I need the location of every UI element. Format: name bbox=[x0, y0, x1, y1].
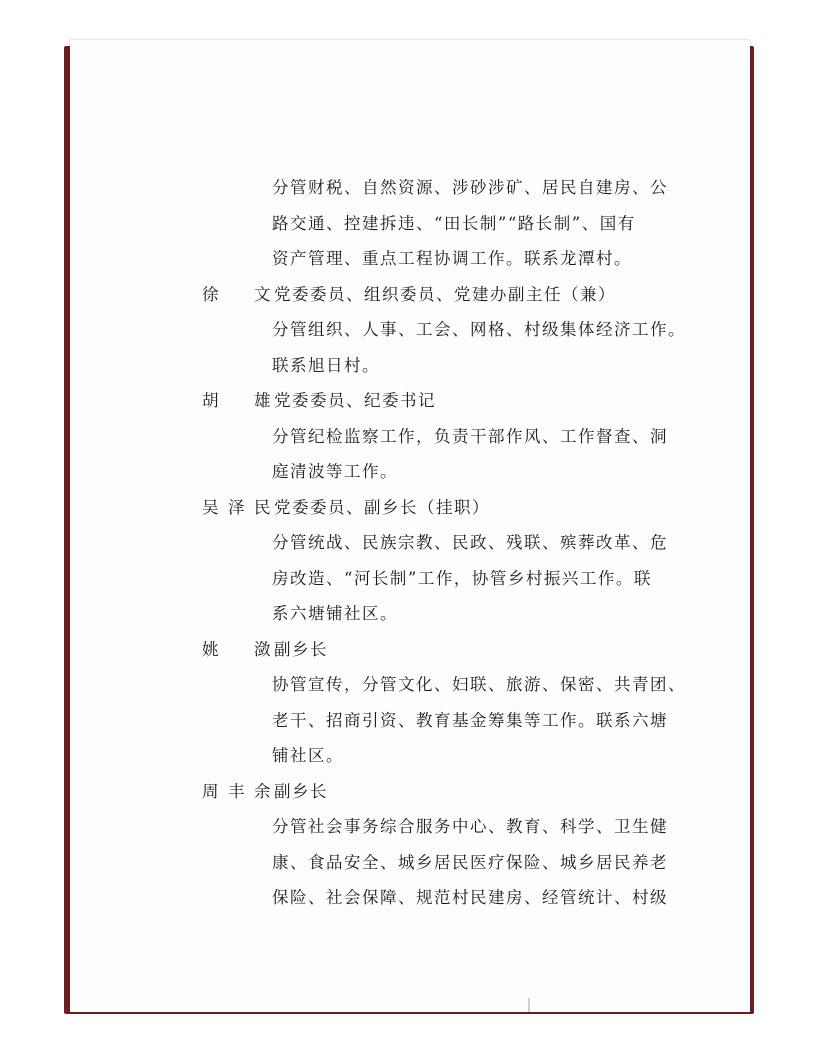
person-name: 胡 雄 bbox=[202, 391, 272, 410]
person-name: 吴泽民 bbox=[202, 497, 272, 517]
intro-line: 路交通、控建拆违、“田长制”“路长制”、国有 bbox=[272, 213, 636, 233]
duty-line: 联系旭日村。 bbox=[272, 355, 380, 375]
intro-line: 资产管理、重点工程协调工作。联系龙潭村。 bbox=[272, 249, 632, 268]
sheet-fold-mark bbox=[528, 998, 530, 1012]
person-name: 姚 潋 bbox=[202, 639, 272, 659]
duty-line: 房改造、“河长制”工作，协管乡村振兴工作。联 bbox=[272, 568, 652, 588]
duty-line: 系六塘铺社区。 bbox=[272, 604, 398, 623]
person-name: 徐 文 bbox=[202, 284, 272, 304]
duty-line: 分管组织、人事、工会、网格、村级集体经济工作。 bbox=[272, 320, 686, 339]
duty-line: 庭清波等工作。 bbox=[272, 462, 398, 481]
person-header bbox=[132, 490, 672, 526]
person-name: 周丰余 bbox=[202, 781, 272, 801]
person-title: 党委委员、副乡长（挂职） bbox=[274, 497, 490, 517]
duty-line: 分管纪检监察工作，负责干部作风、工作督查、洞 bbox=[272, 426, 668, 446]
duty-line: 康、食品安全、城乡居民医疗保险、城乡居民养老 bbox=[272, 852, 668, 872]
duty-line: 老干、招商引资、教育基金筹集等工作。联系六塘 bbox=[272, 710, 668, 730]
duty-line: 分管统战、民族宗教、民政、残联、殡葬改革、危 bbox=[272, 533, 668, 552]
duty-line: 协管宣传，分管文化、妇联、旅游、保密、共青团、 bbox=[272, 675, 686, 694]
person-header bbox=[132, 277, 672, 313]
person-title: 党委委员、纪委书记 bbox=[274, 391, 436, 410]
person-header bbox=[132, 383, 672, 419]
person-title: 党委委员、组织委员、党建办副主任（兼） bbox=[274, 284, 616, 304]
person-header bbox=[132, 632, 672, 668]
person-title: 副乡长 bbox=[274, 781, 328, 801]
person-header bbox=[132, 774, 672, 810]
intro-line: 分管财税、自然资源、涉砂涉矿、居民自建房、公 bbox=[272, 178, 668, 197]
duty-line: 分管社会事务综合服务中心、教育、科学、卫生健 bbox=[272, 817, 668, 836]
duty-line: 保险、社会保障、规范村民建房、经管统计、村级 bbox=[272, 888, 668, 907]
duty-line: 铺社区。 bbox=[272, 746, 344, 765]
person-title: 副乡长 bbox=[274, 639, 328, 659]
document-body bbox=[132, 170, 686, 916]
